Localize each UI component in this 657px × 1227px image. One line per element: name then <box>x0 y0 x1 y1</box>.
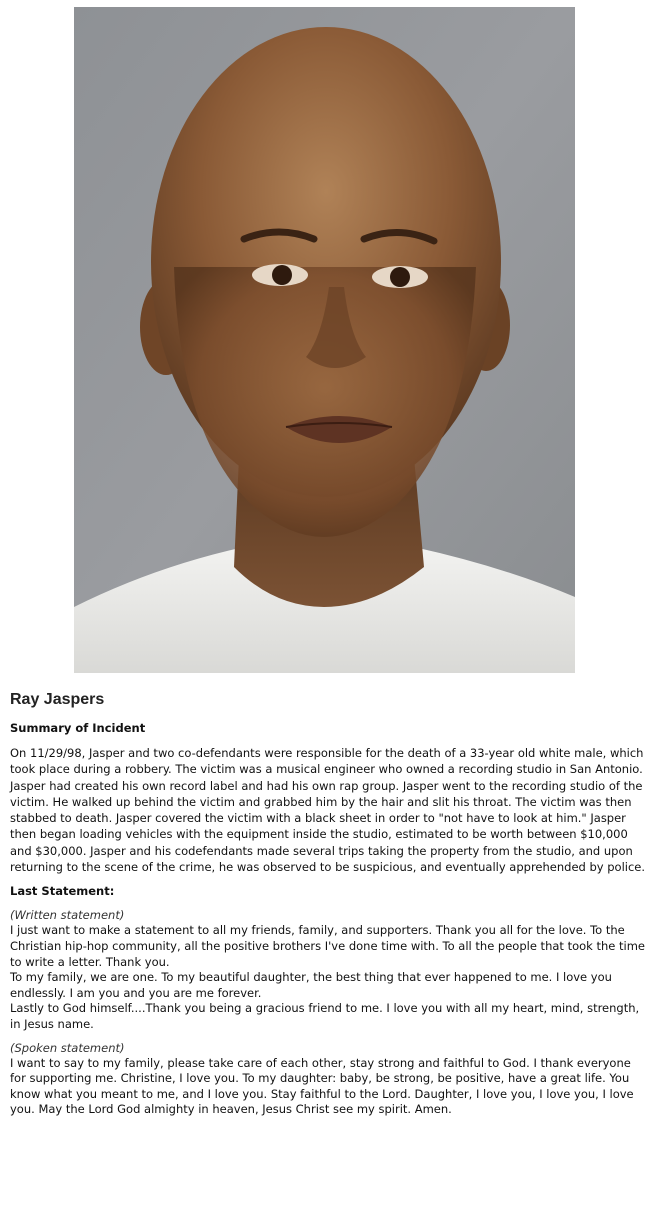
written-statement-line: I just want to make a statement to all my friends, family, and supporters. Thank you all for the love. To the Christian hip-hop community, all the positive brothers I've done time with. To all the people that took the time to write a letter. Thank you. <box>10 923 645 969</box>
summary-text: On 11/29/98, Jasper and two co-defendants were responsible for the death of a 33-year old white male, which took place during a robbery. The victim was a musical engineer who owned a recording studio in San Antonio. Jasper had created his own record label and had his own rap group. Jasper went to the recording studio of the victim. He walked up behind the victim and grabbed him by the hair and slit his throat. The victim was then stabbed to death. Jasper covered the victim with a black sheet in order to "not have to look at him." Jasper then began loading vehicles with the equipment inside the studio, estimated to be worth between $10,000 and $30,000. Jasper and his codefendants made several trips taking the property from the studio, and upon returning to the scene of the crime, he was observed to be suspicious, and eventually apprehended by police. <box>10 746 646 875</box>
written-statement <box>10 908 650 1032</box>
spoken-statement-text: I want to say to my family, please take care of each other, stay strong and faithful to God. I thank everyone for supporting me. Christine, I love you. To my daughter: baby, be strong, be positive, have a great life. You know what you meant to me, and I love you. Stay faithful to the Lord. Daughter, I love you, I love you, I love you. May the Lord God almighty in heaven, Jesus Christ see my spirit. Amen. <box>10 1055 634 1117</box>
spoken-statement-label: (Spoken statement) <box>10 1040 125 1055</box>
person-name: Ray Jaspers <box>10 691 105 708</box>
written-statement-line: To my family, we are one. To my beautiful daughter, the best thing that ever happened to me. I love you endlessly. I am you and you are me forever. <box>10 970 612 1000</box>
written-statement-label: (Written statement) <box>10 908 125 923</box>
portrait-photo <box>74 7 575 673</box>
spoken-statement <box>10 1041 650 1118</box>
record-content <box>10 690 650 1126</box>
last-statement-heading: Last Statement: <box>10 884 115 899</box>
summary-heading: Summary of Incident <box>10 721 146 735</box>
written-statement-line: Lastly to God himself....Thank you being a gracious friend to me. I love you with all my heart, mind, strength, in Jesus name. <box>10 1001 640 1031</box>
portrait-illustration <box>74 7 575 673</box>
